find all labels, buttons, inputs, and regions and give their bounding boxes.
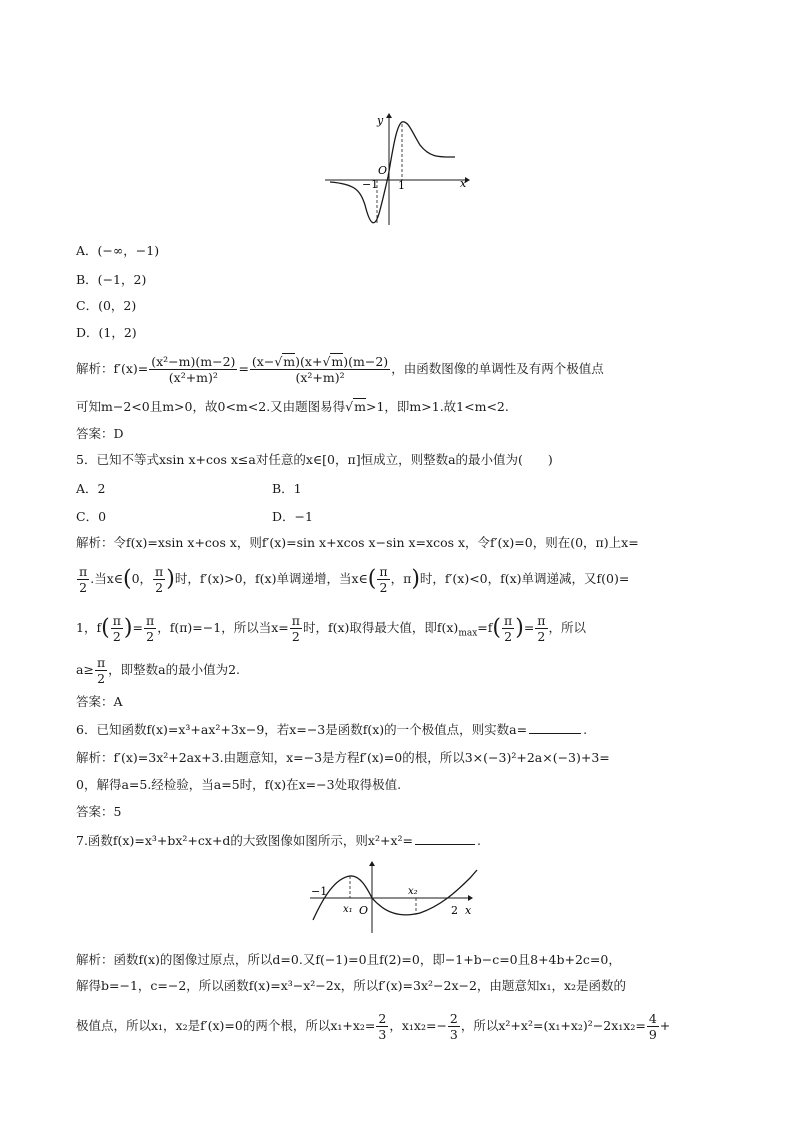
q5-solution-line4	[76, 655, 240, 686]
origin-label: O	[378, 164, 388, 177]
text: 时，f′(x)<0，f(x)单调递减，又f(0)=	[419, 571, 630, 586]
text: ，所以	[548, 620, 587, 635]
q6-solution-line1: 解析：f′(x)=3x²+2ax+3.由题意知，x=−3是方程f′(x)=0的根，所以3×(−3)²+2a×(−3)+3=	[76, 750, 610, 765]
fraction-pi-2	[290, 613, 302, 644]
den: 2	[537, 629, 546, 644]
answer-blank	[415, 832, 475, 845]
q4-solution-line2: 可知m−2<0且m>0，故0<m<2.又由题图易得√m>1，即m>1.故1<m<2.	[76, 399, 509, 414]
num: π	[504, 613, 513, 628]
text: ，即整数a的最小值为2.	[108, 662, 241, 677]
frac-den: (x²+m)²	[168, 370, 218, 385]
text: 7.函数f(x)=x³+bx²+cx+d的大致图像如图所示，则x²+x²=	[76, 833, 413, 848]
den: 2	[112, 629, 121, 644]
fraction-4-9	[647, 1011, 659, 1042]
fraction-pi-2	[77, 564, 89, 595]
text: ，π	[390, 571, 412, 586]
fraction-pi-2	[377, 564, 389, 595]
text: 时，f(x)取得最大值，即f(x)	[302, 620, 459, 635]
axis-y-label: y	[377, 114, 384, 127]
fraction-pi-2	[111, 613, 123, 644]
text: ，x₁x₂=−	[389, 1018, 447, 1033]
num-b: )(x+	[295, 354, 323, 369]
den: 2	[79, 580, 88, 595]
text: >1，即m>1.故1<m<2.	[366, 399, 509, 414]
sqrt-m: m	[354, 399, 366, 414]
q5-answer: 答案：A	[76, 694, 123, 709]
frac-den: (x²+m)²	[295, 370, 345, 385]
den: 2	[146, 629, 155, 644]
q5-solution-line1: 解析：令f(x)=xsin x+cos x，则f′(x)=sin x+xcos x−sin x=xcos x，令f′(x)=0，则在(0，π)上x=	[76, 535, 639, 550]
q5-option-c: C．0	[76, 509, 107, 524]
fraction-2-3	[376, 1011, 388, 1042]
q7-solution-line1: 解析：函数f(x)的图像过原点，所以d=0.又f(−1)=0且f(2)=0，即−1+b−c=0且8+4b+2c=0，	[76, 952, 621, 967]
q6-solution-line2: 0，解得a=5.经检验，当a=5时，f(x)在x=−3处取得极值.	[76, 777, 402, 792]
fraction-pi-2	[153, 564, 165, 595]
tick-2: 2	[451, 904, 458, 917]
q6-answer: 答案：5	[76, 804, 122, 819]
q5-solution-line2: $\frac{\pi}{2}$ .当x∈(0， $\frac{\pi}{2}$ )时，f′(x)>0，f(x)单调递增，当x∈( $\frac{\pi}{2}$ ，π)时，f′(x)<0，f(x)单调递减，又f(0)=	[79, 564, 630, 595]
fraction-pi-2	[144, 613, 156, 644]
text: .	[477, 833, 481, 848]
q7-solution-line3	[76, 1011, 670, 1042]
q5-option-b: B．1	[272, 481, 302, 496]
num: π	[155, 564, 164, 579]
den: 9	[648, 1027, 657, 1042]
fraction-2-3	[448, 1011, 460, 1042]
num: π	[379, 564, 388, 579]
text: 可知m−2<0且m>0，故0<m<2.又由题图易得	[76, 399, 346, 414]
num: π	[79, 564, 88, 579]
num-c: )(m−2)	[343, 354, 389, 369]
den: 2	[155, 580, 164, 595]
sqrt-m: m	[331, 354, 344, 369]
option-b: B．(−1，2)	[76, 272, 147, 287]
text: a≥	[76, 662, 94, 677]
text: .当x∈	[90, 571, 123, 586]
text: =	[523, 620, 535, 635]
text: =	[132, 620, 143, 635]
fraction-pi-2	[95, 655, 107, 686]
tick-x2: x₂	[408, 886, 418, 897]
den: 2	[291, 629, 300, 644]
sqrt-m: m	[283, 354, 296, 369]
frac-num: (x²−m)(m−2)	[151, 354, 236, 369]
text: 6．已知函数f(x)=x³+ax²+3x−9，若x=−3是函数f(x)的一个极值点，则实数a=	[76, 722, 528, 737]
text: =f	[477, 620, 493, 635]
axis-x-label: x	[460, 177, 467, 190]
den: 2	[504, 629, 513, 644]
num-a: (x−	[251, 354, 275, 369]
equals: =	[238, 361, 249, 376]
q6-stem	[76, 721, 587, 739]
axis-x-label: x	[465, 904, 472, 917]
num: π	[96, 655, 106, 670]
q5-option-d: D．−1	[272, 509, 313, 524]
tick-1: 1	[398, 179, 405, 192]
num: π	[112, 613, 121, 628]
fraction-pi-2	[502, 613, 514, 644]
q7-solution-line2: 解得b=−1，c=−2，所以函数f(x)=x³−x²−2x，所以f′(x)=3x²−2x−2，由题意知x₁，x₂是函数的	[76, 978, 627, 993]
q4-solution-line1	[76, 354, 604, 385]
q5-option-a: A．2	[76, 481, 106, 496]
graph-cubic-curve	[305, 858, 490, 938]
text: 时，f′(x)>0，f(x)单调递增，当x∈	[174, 571, 368, 586]
text: 极值点，所以x₁，x₂是f′(x)=0的两个根，所以x₁+x₂=	[76, 1018, 376, 1033]
text: ，f(π)=−1，所以当x=	[157, 620, 289, 635]
option-a: A．(−∞，−1)	[76, 243, 160, 258]
den: 3	[378, 1027, 387, 1042]
num: π	[537, 613, 546, 628]
den: 2	[97, 671, 106, 686]
fraction-2	[250, 354, 390, 385]
den: 3	[449, 1027, 458, 1042]
q5-stem: 5．已知不等式xsin x+cos x≤a对任意的x∈[0，π]恒成立，则整数a的最小值为( )	[76, 452, 553, 467]
num: 2	[378, 1011, 387, 1026]
option-c: C．(0，2)	[76, 298, 137, 313]
q5-solution-line3: 1，f( $\frac{\pi}{2}$ )= $\frac{\pi}{2}$ ，f(π)=−1，所以当x= $\frac{\pi}{2}$ 时，f(x)取得最大值，即$f(x)_{max}=f$( $\frac{\pi}{2}$ )= $\frac{\pi}{2}$ ，所以	[76, 613, 587, 644]
subscript-max: max	[458, 628, 478, 639]
frac-num: (x−√m)(x+√m)(m−2)	[251, 354, 389, 369]
answer-blank	[529, 721, 581, 734]
text: .	[583, 722, 588, 737]
tick-neg1: −1	[311, 885, 328, 898]
num: 4	[648, 1011, 657, 1026]
origin-label: O	[359, 904, 369, 917]
graph-derivative-curve	[320, 110, 475, 230]
tick-neg1: −1	[362, 178, 379, 191]
tick-x1: x₁	[343, 904, 353, 915]
text: 1，f	[76, 620, 102, 635]
den: 2	[379, 580, 388, 595]
q7-stem	[76, 832, 481, 850]
q4-answer: 答案：D	[76, 426, 124, 441]
text: ，所以x²+x²=(x₁+x₂)²−2x₁x₂=	[460, 1018, 646, 1033]
sol-tail: ，由函数图像的单调性及有两个极值点	[391, 361, 604, 376]
num: π	[291, 613, 300, 628]
text: +	[659, 1018, 671, 1033]
fraction-1	[149, 354, 237, 385]
sol-prefix: 解析：f′(x)=	[76, 361, 149, 376]
text: 0，	[131, 571, 153, 586]
option-d: D．(1，2)	[76, 325, 137, 340]
num: π	[145, 613, 155, 628]
num: 2	[449, 1011, 458, 1026]
fraction-pi-2	[535, 613, 547, 644]
